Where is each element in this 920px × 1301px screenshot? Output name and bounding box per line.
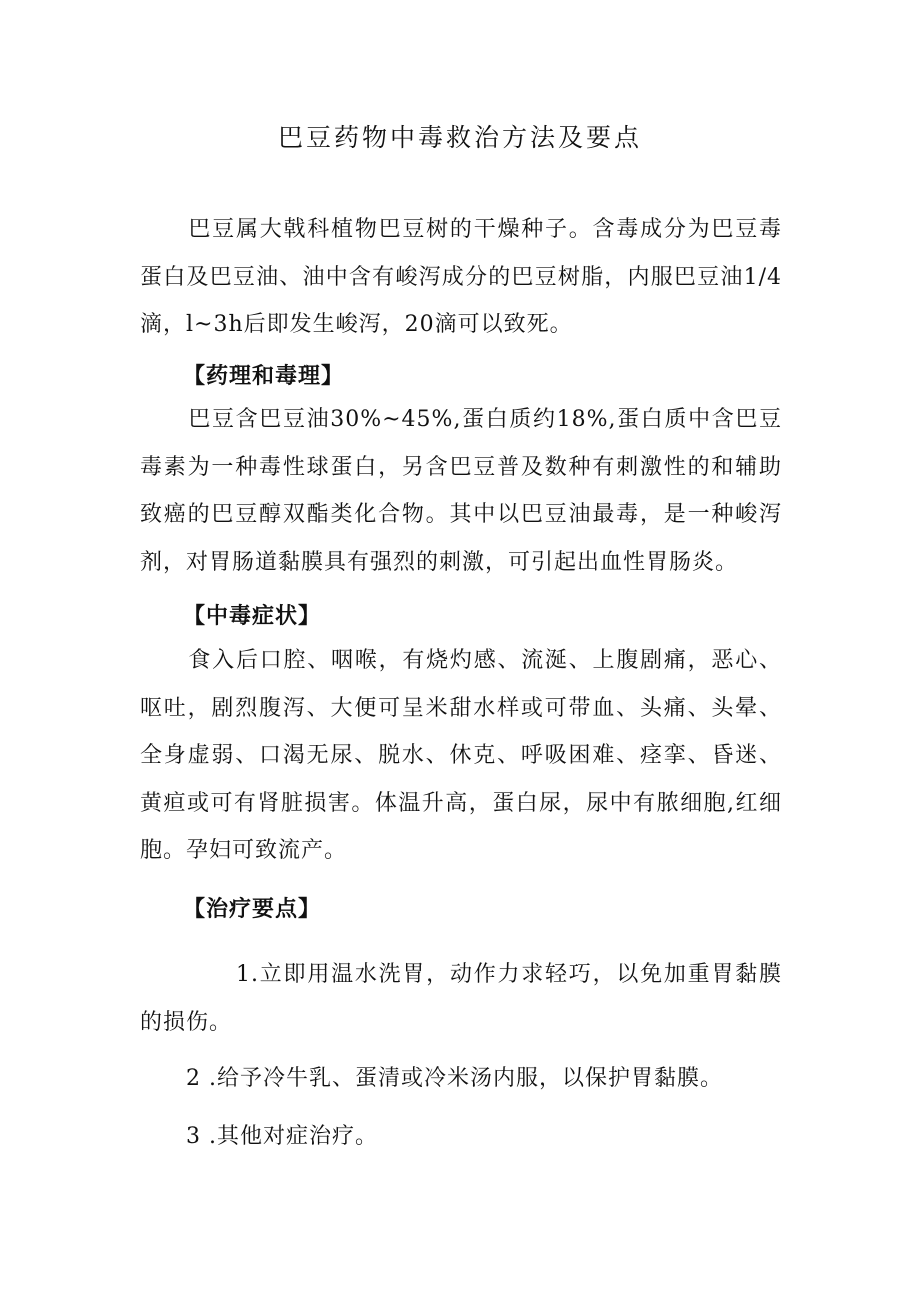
treatment-item-text: 其他对症治疗。 [216,1124,378,1149]
section-heading-pharmacology: 【药理和毒理】 [183,363,345,389]
treatment-item-text: 立即用温水洗胃，动作力求轻巧，以免加重胃黏膜的损伤。 [140,962,782,1035]
treatment-item-number: 2 . [186,1066,217,1091]
treatment-item-number: 3 . [186,1124,217,1149]
pharmacology-paragraph: 巴豆含巴豆油30%~45%,蛋白质约18%,蛋白质中含巴豆毒素为一种毒性球蛋白，另含巴豆普及数种有刺激性的和辅助致癌的巴豆醇双酯类化合物。其中以巴豆油最毒，是一种峻泻剂，对胃肠道黏膜具有强烈的刺激，可引起出血性胃肠炎。 [140,407,782,575]
symptoms-paragraph: 食入后口腔、咽喉，有烧灼感、流涎、上腹剧痛，恶心、呕吐，剧烈腹泻、大便可呈米甜水样或可带血、头痛、头晕、全身虚弱、口渴无尿、脱水、休克、呼吸困难、痉挛、昏迷、黄疸或可有肾脏损害。体温升高，蛋白尿，尿中有脓细胞,红细胞。孕妇可致流产。 [140,648,782,863]
treatment-item-number: 1. [236,962,259,987]
intro-paragraph: 巴豆属大戟科植物巴豆树的干燥种子。含毒成分为巴豆毒蛋白及巴豆油、油中含有峻泻成分的巴豆树脂，内服巴豆油1/4滴，l~3h后即发生峻泻，20滴可以致死。 [140,217,782,337]
section-heading-symptoms: 【中毒症状】 [183,603,322,629]
treatment-item-3 [186,1113,828,1161]
section-heading-treatment: 【治疗要点】 [183,896,322,922]
document-title: 巴豆药物中毒救治方法及要点 [277,123,642,152]
treatment-item-2 [186,1055,828,1103]
treatment-item-text: 给予冷牛乳、蛋清或冷米汤内服，以保护胃黏膜。 [216,1066,723,1091]
treatment-item-1 [140,951,782,1046]
